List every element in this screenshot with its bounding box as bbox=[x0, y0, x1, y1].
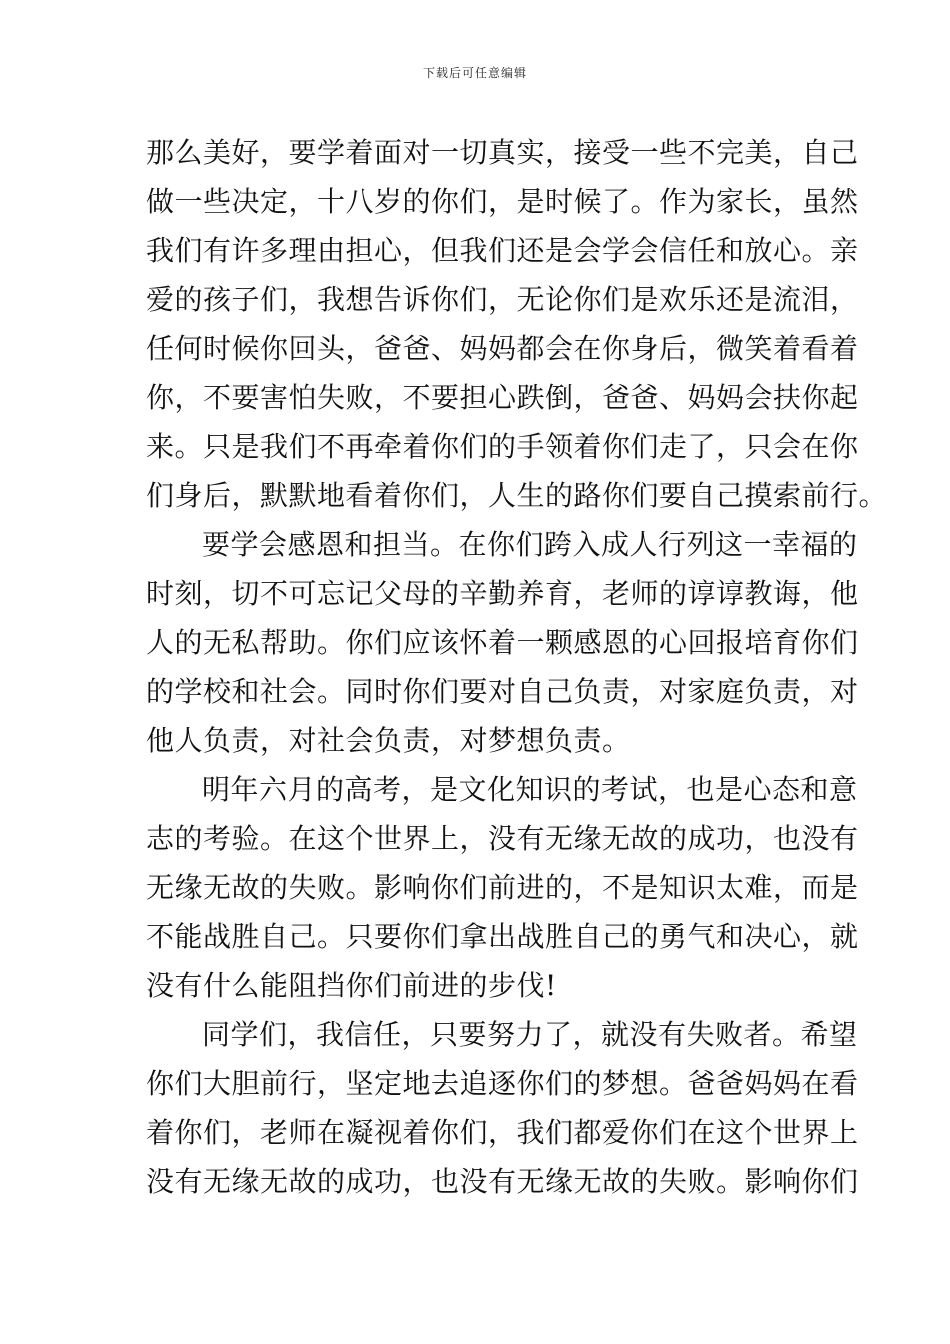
text-line: 时刻，切不可忘记父母的辛勤养育，老师的谆谆教诲，他 bbox=[146, 577, 859, 610]
text-line: 无缘无故的失败。影响你们前进的，不是知识太难，而是 bbox=[146, 871, 859, 904]
text-line: 没有什么能阻挡你们前进的步伐! bbox=[146, 969, 557, 1002]
text-line: 你，不要害怕失败，不要担心跌倒，爸爸、妈妈会扶你起 bbox=[146, 381, 859, 414]
text-line: 要学会感恩和担当。在你们跨入成人行列这一幸福的 bbox=[202, 528, 858, 561]
text-line: 的学校和社会。同时你们要对自己负责，对家庭负责，对 bbox=[146, 675, 859, 708]
text-line: 不能战胜自己。只要你们拿出战胜自己的勇气和决心，就 bbox=[146, 920, 859, 953]
text-line: 爱的孩子们，我想告诉你们，无论你们是欢乐还是流泪， bbox=[146, 283, 859, 316]
text-line: 我们有许多理由担心，但我们还是会学会信任和放心。亲 bbox=[146, 234, 859, 267]
text-line: 志的考验。在这个世界上，没有无缘无故的成功，也没有 bbox=[146, 822, 859, 855]
text-line: 没有无缘无故的成功，也没有无缘无故的失败。影响你们 bbox=[146, 1165, 859, 1198]
text-line: 他人负责，对社会负责，对梦想负责。 bbox=[146, 724, 631, 757]
text-line: 你们大胆前行，坚定地去追逐你们的梦想。爸爸妈妈在看 bbox=[146, 1067, 859, 1100]
document-body bbox=[146, 128, 888, 1206]
text-line: 人的无私帮助。你们应该怀着一颗感恩的心回报培育你们 bbox=[146, 626, 859, 659]
page-header: 下载后可任意编辑 bbox=[422, 66, 527, 80]
text-line: 做一些决定，十八岁的你们，是时候了。作为家长，虽然 bbox=[146, 185, 859, 218]
text-line: 任何时候你回头，爸爸、妈妈都会在你身后，微笑着看着 bbox=[146, 332, 859, 365]
text-line: 同学们，我信任，只要努力了，就没有失败者。希望 bbox=[202, 1018, 858, 1051]
text-line: 着你们，老师在凝视着你们，我们都爱你们在这个世界上 bbox=[146, 1116, 859, 1149]
text-line: 那么美好，要学着面对一切真实，接受一些不完美，自己 bbox=[146, 136, 859, 169]
text-line: 明年六月的高考，是文化知识的考试，也是心态和意 bbox=[202, 773, 858, 806]
text-line: 来。只是我们不再牵着你们的手领着你们走了，只会在你 bbox=[146, 430, 859, 463]
text-line: 们身后，默默地看着你们，人生的路你们要自己摸索前行。 bbox=[146, 479, 888, 512]
